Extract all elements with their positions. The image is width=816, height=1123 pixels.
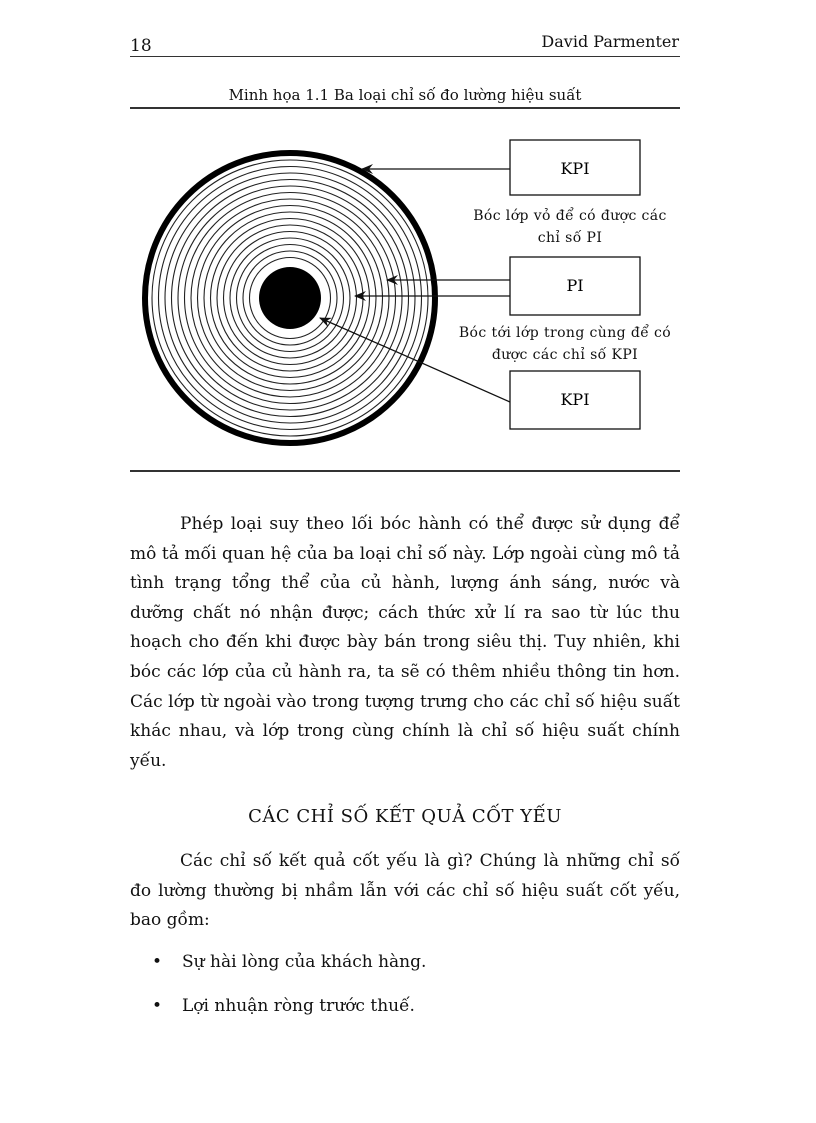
list-item-text: Sự hài lòng của khách hàng. xyxy=(182,952,427,972)
page-number: 18 xyxy=(130,36,152,56)
figure-bottom-rule xyxy=(130,470,680,472)
running-head: David Parmenter xyxy=(541,32,679,51)
body-paragraph-2: Các chỉ số kết quả cốt yếu là gì? Chúng là những chỉ số đo lường thường bị nhầm lẫn với các chỉ số hiệu suất cốt yếu, bao gồm: xyxy=(130,851,680,931)
bullet-marker: • xyxy=(152,952,163,972)
list-item-text: Lợi nhuận ròng trước thuế. xyxy=(182,996,415,1016)
list-item xyxy=(130,996,680,1040)
pi-box-label: PI xyxy=(566,276,584,295)
pi-box xyxy=(510,257,640,315)
onion-core xyxy=(259,267,321,329)
figure-note-peel-outer: Bóc lớp vỏ để có được các chỉ số PI xyxy=(473,208,667,246)
figure-note-peel-inner: Bóc tới lớp trong cùng để có được các chỉ số KPI xyxy=(458,325,672,363)
kpi-box-bottom-label: KPI xyxy=(560,390,590,409)
section-heading: CÁC CHỈ SỐ KẾT QUẢ CỐT YẾU xyxy=(248,806,562,827)
bullet-marker: • xyxy=(152,996,163,1016)
onion-diagram xyxy=(0,0,816,480)
body-paragraph-1: Phép loại suy theo lối bóc hành có thể được sử dụng để mô tả mối quan hệ của ba loại chỉ số này. Lớp ngoài cùng mô tả tình trạng tổng thể của củ hành, lượng ánh sáng, nước và dưỡng chất nó nhận được; cách thức xử lí ra sao từ lúc thu hoạch cho đến khi được bày bán trong siêu thị. Tuy nhiên, khi bóc các lớp của củ hành ra, ta sẽ có thêm nhiều thông tin hơn. Các lớp từ ngoài vào trong tượng trưng cho các chỉ số hiệu suất khác nhau, và lớp trong cùng chính là chỉ số hiệu suất chính yếu. xyxy=(130,514,680,771)
kpi-box-top-label: KPI xyxy=(560,159,590,178)
bullet-list xyxy=(130,952,680,1040)
figure-caption: Minh họa 1.1 Ba loại chỉ số đo lường hiệu suất xyxy=(228,86,582,104)
kpi-box-top xyxy=(510,140,640,195)
kpi-box-bottom xyxy=(510,371,640,429)
list-item xyxy=(130,952,680,996)
